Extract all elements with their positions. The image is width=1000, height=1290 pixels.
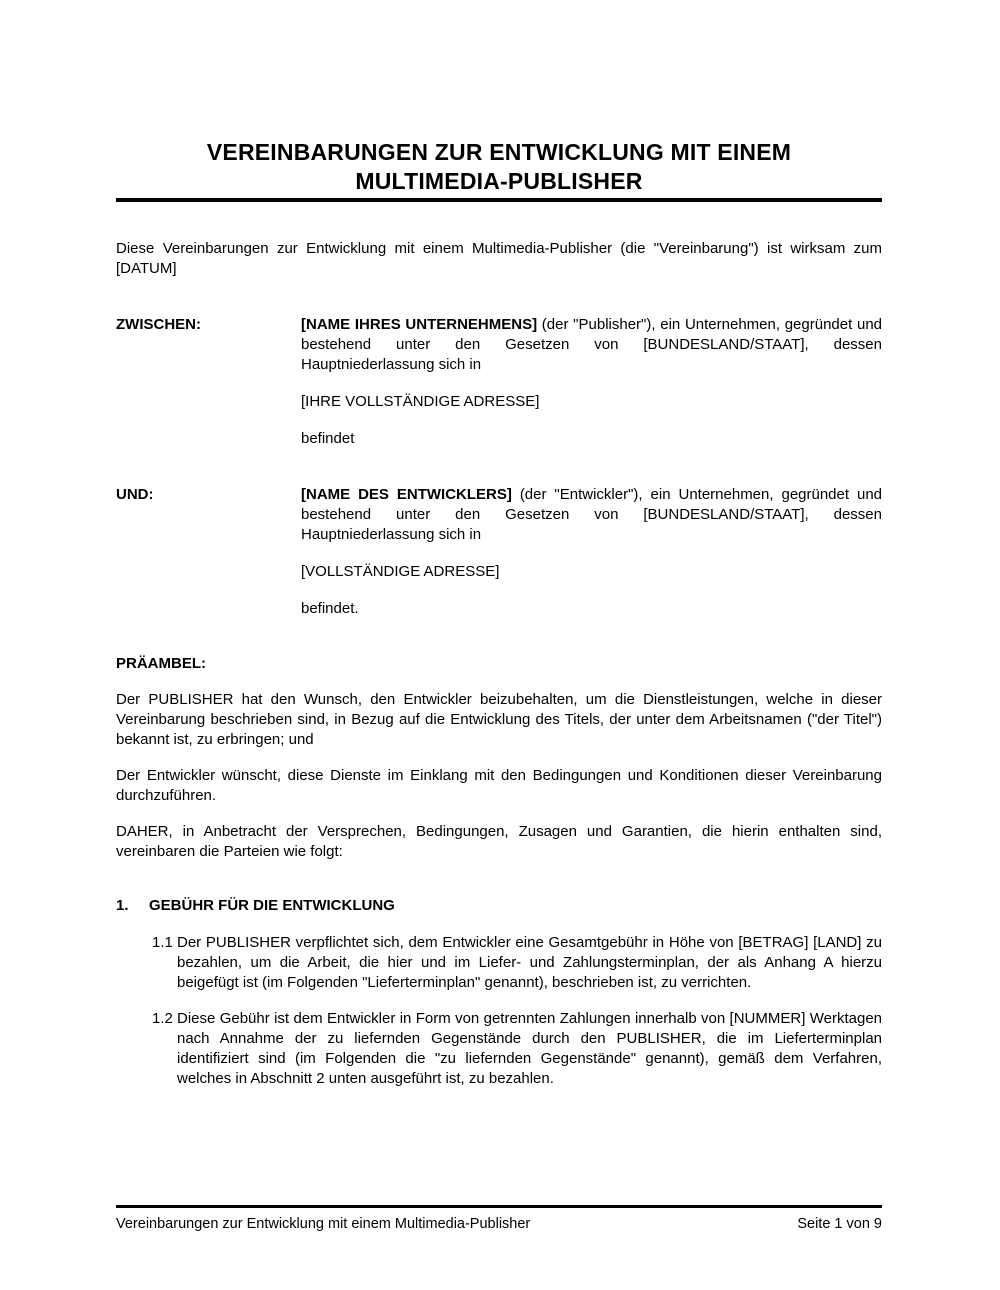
section-1-heading (116, 896, 882, 916)
page-footer (116, 1205, 882, 1234)
section-number: 1. (116, 897, 129, 914)
party-block-zwischen (116, 315, 882, 449)
party-lead-paragraph (301, 485, 882, 545)
preamble-paragraph-3: DAHER, in Anbetracht der Versprechen, Bedingungen, Zusagen und Garantien, die hierin enthalten sind, vereinbaren die Parteien wie folgt: (116, 823, 882, 860)
clause-text: Der PUBLISHER verpflichtet sich, dem Entwickler eine Gesamtgebühr in Höhe von [BETRAG] [LAND] zu bezahlen, um die Arbeit, die hier und im Liefer- und Zahlungsterminplan, der als Anhang A hierzu beigefügt ist (im Folgenden "Lieferterminplan" genannt), beschrieben ist, zu verrichten. (177, 934, 882, 991)
preamble-heading: PRÄAMBEL: (116, 655, 206, 672)
document-title (116, 138, 882, 202)
party-body-und (301, 485, 882, 619)
intro-paragraph: Diese Vereinbarungen zur Entwicklung mit einem Multimedia-Publisher (die "Vereinbarung") ist wirksam zum [DATUM] (116, 240, 882, 277)
footer-page-number: Seite 1 von 9 (797, 1216, 882, 1232)
preamble-paragraph-1: Der PUBLISHER hat den Wunsch, den Entwickler beizubehalten, um die Dienstleistungen, welche in dieser Vereinbarung beschrieben sind, in Bezug auf die Entwicklung des Titels, der unter dem Arbeitsnamen ("der Titel") bekannt ist, zu erbringen; und (116, 691, 882, 748)
party-address-placeholder: [VOLLSTÄNDIGE ADRESSE] (301, 563, 500, 580)
party-body-zwischen (301, 315, 882, 449)
party-name-placeholder: [NAME DES ENTWICKLERS] (301, 486, 512, 503)
title-line-2: MULTIMEDIA-PUBLISHER (355, 168, 643, 194)
footer-document-title: Vereinbarungen zur Entwicklung mit einem Multimedia-Publisher (116, 1216, 531, 1232)
party-lead-text: (der "Entwickler"), ein Unternehmen, gegründet und bestehend unter den Gesetzen von [BUNDESLAND/STAAT], dessen Hauptniederlassung sich in (301, 486, 883, 543)
party-address-placeholder: [IHRE VOLLSTÄNDIGE ADRESSE] (301, 393, 540, 410)
clause-text: Diese Gebühr ist dem Entwickler in Form von getrennten Zahlungen innerhalb von [NUMMER] Werktagen nach Annahme der zu liefernden Gegenstände durch den PUBLISHER, die im Lieferterminplan identifiziert sind (im Folgenden die "zu liefernden Gegenstände" genannt), gemäß dem Verfahren, welches in Abschnitt 2 unten ausgeführt ist, zu bezahlen. (177, 1010, 882, 1087)
party-lead-paragraph (301, 315, 882, 375)
party-label-und: UND: (116, 486, 154, 503)
preamble-paragraph-2: Der Entwickler wünscht, diese Dienste im Einklang mit den Bedingungen und Konditionen dieser Vereinbarung durchzuführen. (116, 767, 882, 804)
clause-1-1 (116, 933, 882, 993)
title-line-1: VEREINBARUNGEN ZUR ENTWICKLUNG MIT EINEM (206, 139, 792, 165)
clause-number: 1.2 (152, 1010, 173, 1027)
party-lead-text: (der "Publisher"), ein Unternehmen, gegründet und bestehend unter den Gesetzen von [BUNDESLAND/STAAT], dessen Hauptniederlassung sich in (301, 316, 882, 373)
party-name-placeholder: [NAME IHRES UNTERNEHMENS] (301, 316, 538, 333)
party-tail-text: befindet (301, 430, 355, 447)
party-label-zwischen: ZWISCHEN: (116, 316, 201, 333)
party-block-und (116, 485, 882, 619)
party-tail-text: befindet. (301, 600, 359, 617)
clause-1-2 (116, 1009, 882, 1089)
clause-number: 1.1 (152, 934, 173, 951)
section-title: GEBÜHR FÜR DIE ENTWICKLUNG (149, 897, 395, 914)
